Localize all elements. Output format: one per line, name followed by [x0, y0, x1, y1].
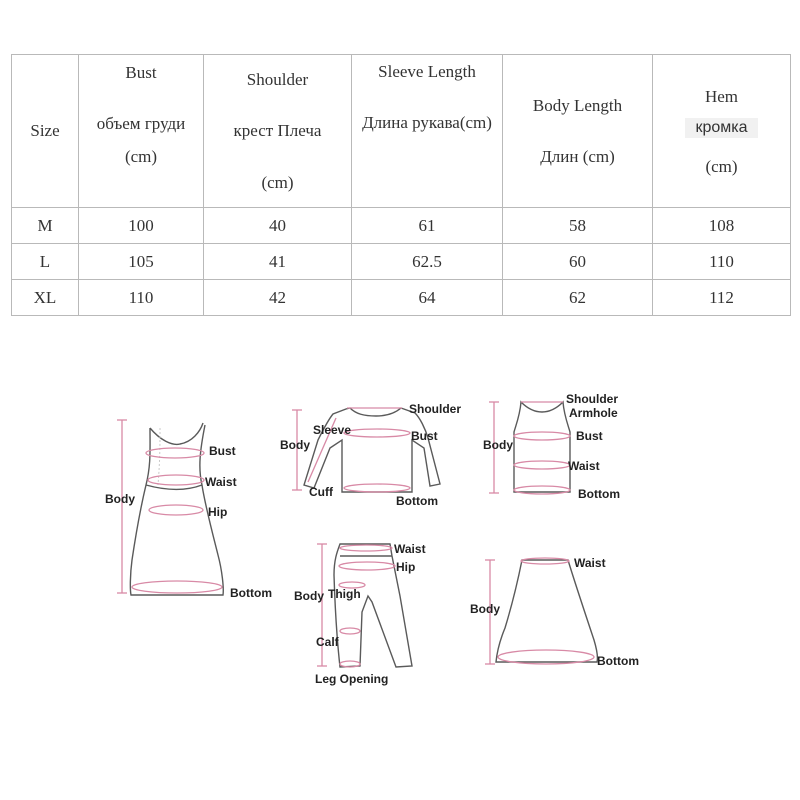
header-bust-en: Bust — [125, 63, 157, 82]
dress-bottom-measure — [132, 581, 222, 593]
cell-body-length: 62 — [503, 280, 653, 316]
header-shoulder-ru: крест Плеча — [233, 121, 322, 140]
shirt-label-bust: Bust — [411, 429, 438, 443]
tank-bottom-measure — [514, 486, 570, 494]
shirt-label-shoulder: Shoulder — [409, 402, 462, 416]
shirt-diagram — [280, 402, 461, 508]
dress-label-body: Body — [105, 492, 135, 506]
skirt-label-waist: Waist — [574, 556, 606, 570]
header-sleeve-ru: Длина рукава(cm) — [362, 113, 492, 132]
tank-label-armhole: Armhole — [569, 406, 618, 420]
pants-label-waist: Waist — [394, 542, 426, 556]
measurement-diagrams — [0, 330, 800, 700]
header-sleeve-en: Sleeve Length — [378, 62, 476, 81]
pants-label-body: Body — [294, 589, 324, 603]
pants-label-thigh: Thigh — [328, 587, 361, 601]
skirt-diagram — [470, 556, 639, 668]
header-shoulder-unit: (cm) — [261, 173, 294, 192]
table-row — [12, 244, 791, 280]
table-row — [12, 280, 791, 316]
cell-size: XL — [12, 280, 79, 316]
header-bust — [79, 55, 204, 208]
cell-hem: 110 — [653, 244, 791, 280]
shirt-label-sleeve: Sleeve — [313, 423, 352, 437]
cell-body-length: 58 — [503, 208, 653, 244]
cell-size: L — [12, 244, 79, 280]
cell-shoulder: 41 — [204, 244, 352, 280]
cell-body-length: 60 — [503, 244, 653, 280]
skirt-outline — [496, 560, 597, 662]
header-bust-ru: объем груди — [96, 114, 186, 133]
tank-label-shoulder: Shoulder — [566, 392, 619, 406]
dress-bust-measure — [146, 448, 204, 458]
dress-label-hip: Hip — [208, 505, 228, 519]
header-body-length-en: Body Length — [532, 96, 623, 115]
cell-shoulder: 40 — [204, 208, 352, 244]
shirt-bottom-measure — [344, 484, 410, 492]
header-body-length-ru: Длин (cm) — [540, 147, 615, 166]
pants-hip-measure — [339, 562, 395, 570]
dress-label-waist: Waist — [205, 475, 237, 489]
cell-bust: 110 — [79, 280, 204, 316]
shirt-label-body: Body — [280, 438, 310, 452]
skirt-label-body: Body — [470, 602, 500, 616]
tank-label-bust: Bust — [576, 429, 603, 443]
cell-hem: 112 — [653, 280, 791, 316]
shirt-label-cuff: Cuff — [309, 485, 333, 499]
cell-hem: 108 — [653, 208, 791, 244]
table-row — [12, 208, 791, 244]
pants-diagram — [294, 542, 426, 686]
header-hem-ru: кромка — [685, 118, 757, 138]
tank-label-body: Body — [483, 438, 513, 452]
shirt-outline — [304, 408, 440, 492]
tank-label-bottom: Bottom — [578, 487, 620, 501]
dress-diagram — [105, 420, 272, 600]
header-sleeve — [352, 55, 503, 208]
pants-label-calf: Calf — [316, 635, 339, 649]
pants-waist-measure — [340, 545, 392, 551]
dress-waist-measure — [148, 475, 204, 485]
tank-outline — [514, 402, 570, 492]
header-shoulder-en: Shoulder — [246, 70, 309, 89]
cell-bust: 105 — [79, 244, 204, 280]
cell-sleeve: 64 — [352, 280, 503, 316]
shirt-label-bottom: Bottom — [396, 494, 438, 508]
header-shoulder — [204, 55, 352, 208]
tank-bust-measure — [514, 432, 570, 440]
cell-shoulder: 42 — [204, 280, 352, 316]
tank-label-waist: Waist — [568, 459, 600, 473]
dress-hip-measure — [149, 505, 203, 515]
header-body-length — [503, 55, 653, 208]
tank-diagram — [483, 392, 620, 501]
pants-label-leg-opening: Leg Opening — [315, 672, 389, 686]
cell-sleeve: 61 — [352, 208, 503, 244]
pants-label-hip: Hip — [396, 560, 416, 574]
cell-size: M — [12, 208, 79, 244]
header-hem-unit: (cm) — [705, 157, 738, 176]
size-table — [11, 54, 791, 316]
skirt-label-bottom: Bottom — [597, 654, 639, 668]
cell-bust: 100 — [79, 208, 204, 244]
table-header-row — [12, 55, 791, 208]
header-bust-unit: (cm) — [124, 147, 158, 166]
shirt-bust-measure — [344, 429, 410, 437]
header-hem — [653, 55, 791, 208]
header-hem-en: Hem — [704, 87, 739, 106]
header-size: Size — [12, 55, 79, 208]
tank-waist-measure — [514, 461, 570, 469]
pants-calf-measure — [340, 628, 360, 634]
skirt-waist-measure — [521, 558, 569, 564]
dress-label-bust: Bust — [209, 444, 236, 458]
cell-sleeve: 62.5 — [352, 244, 503, 280]
dress-label-bottom: Bottom — [230, 586, 272, 600]
